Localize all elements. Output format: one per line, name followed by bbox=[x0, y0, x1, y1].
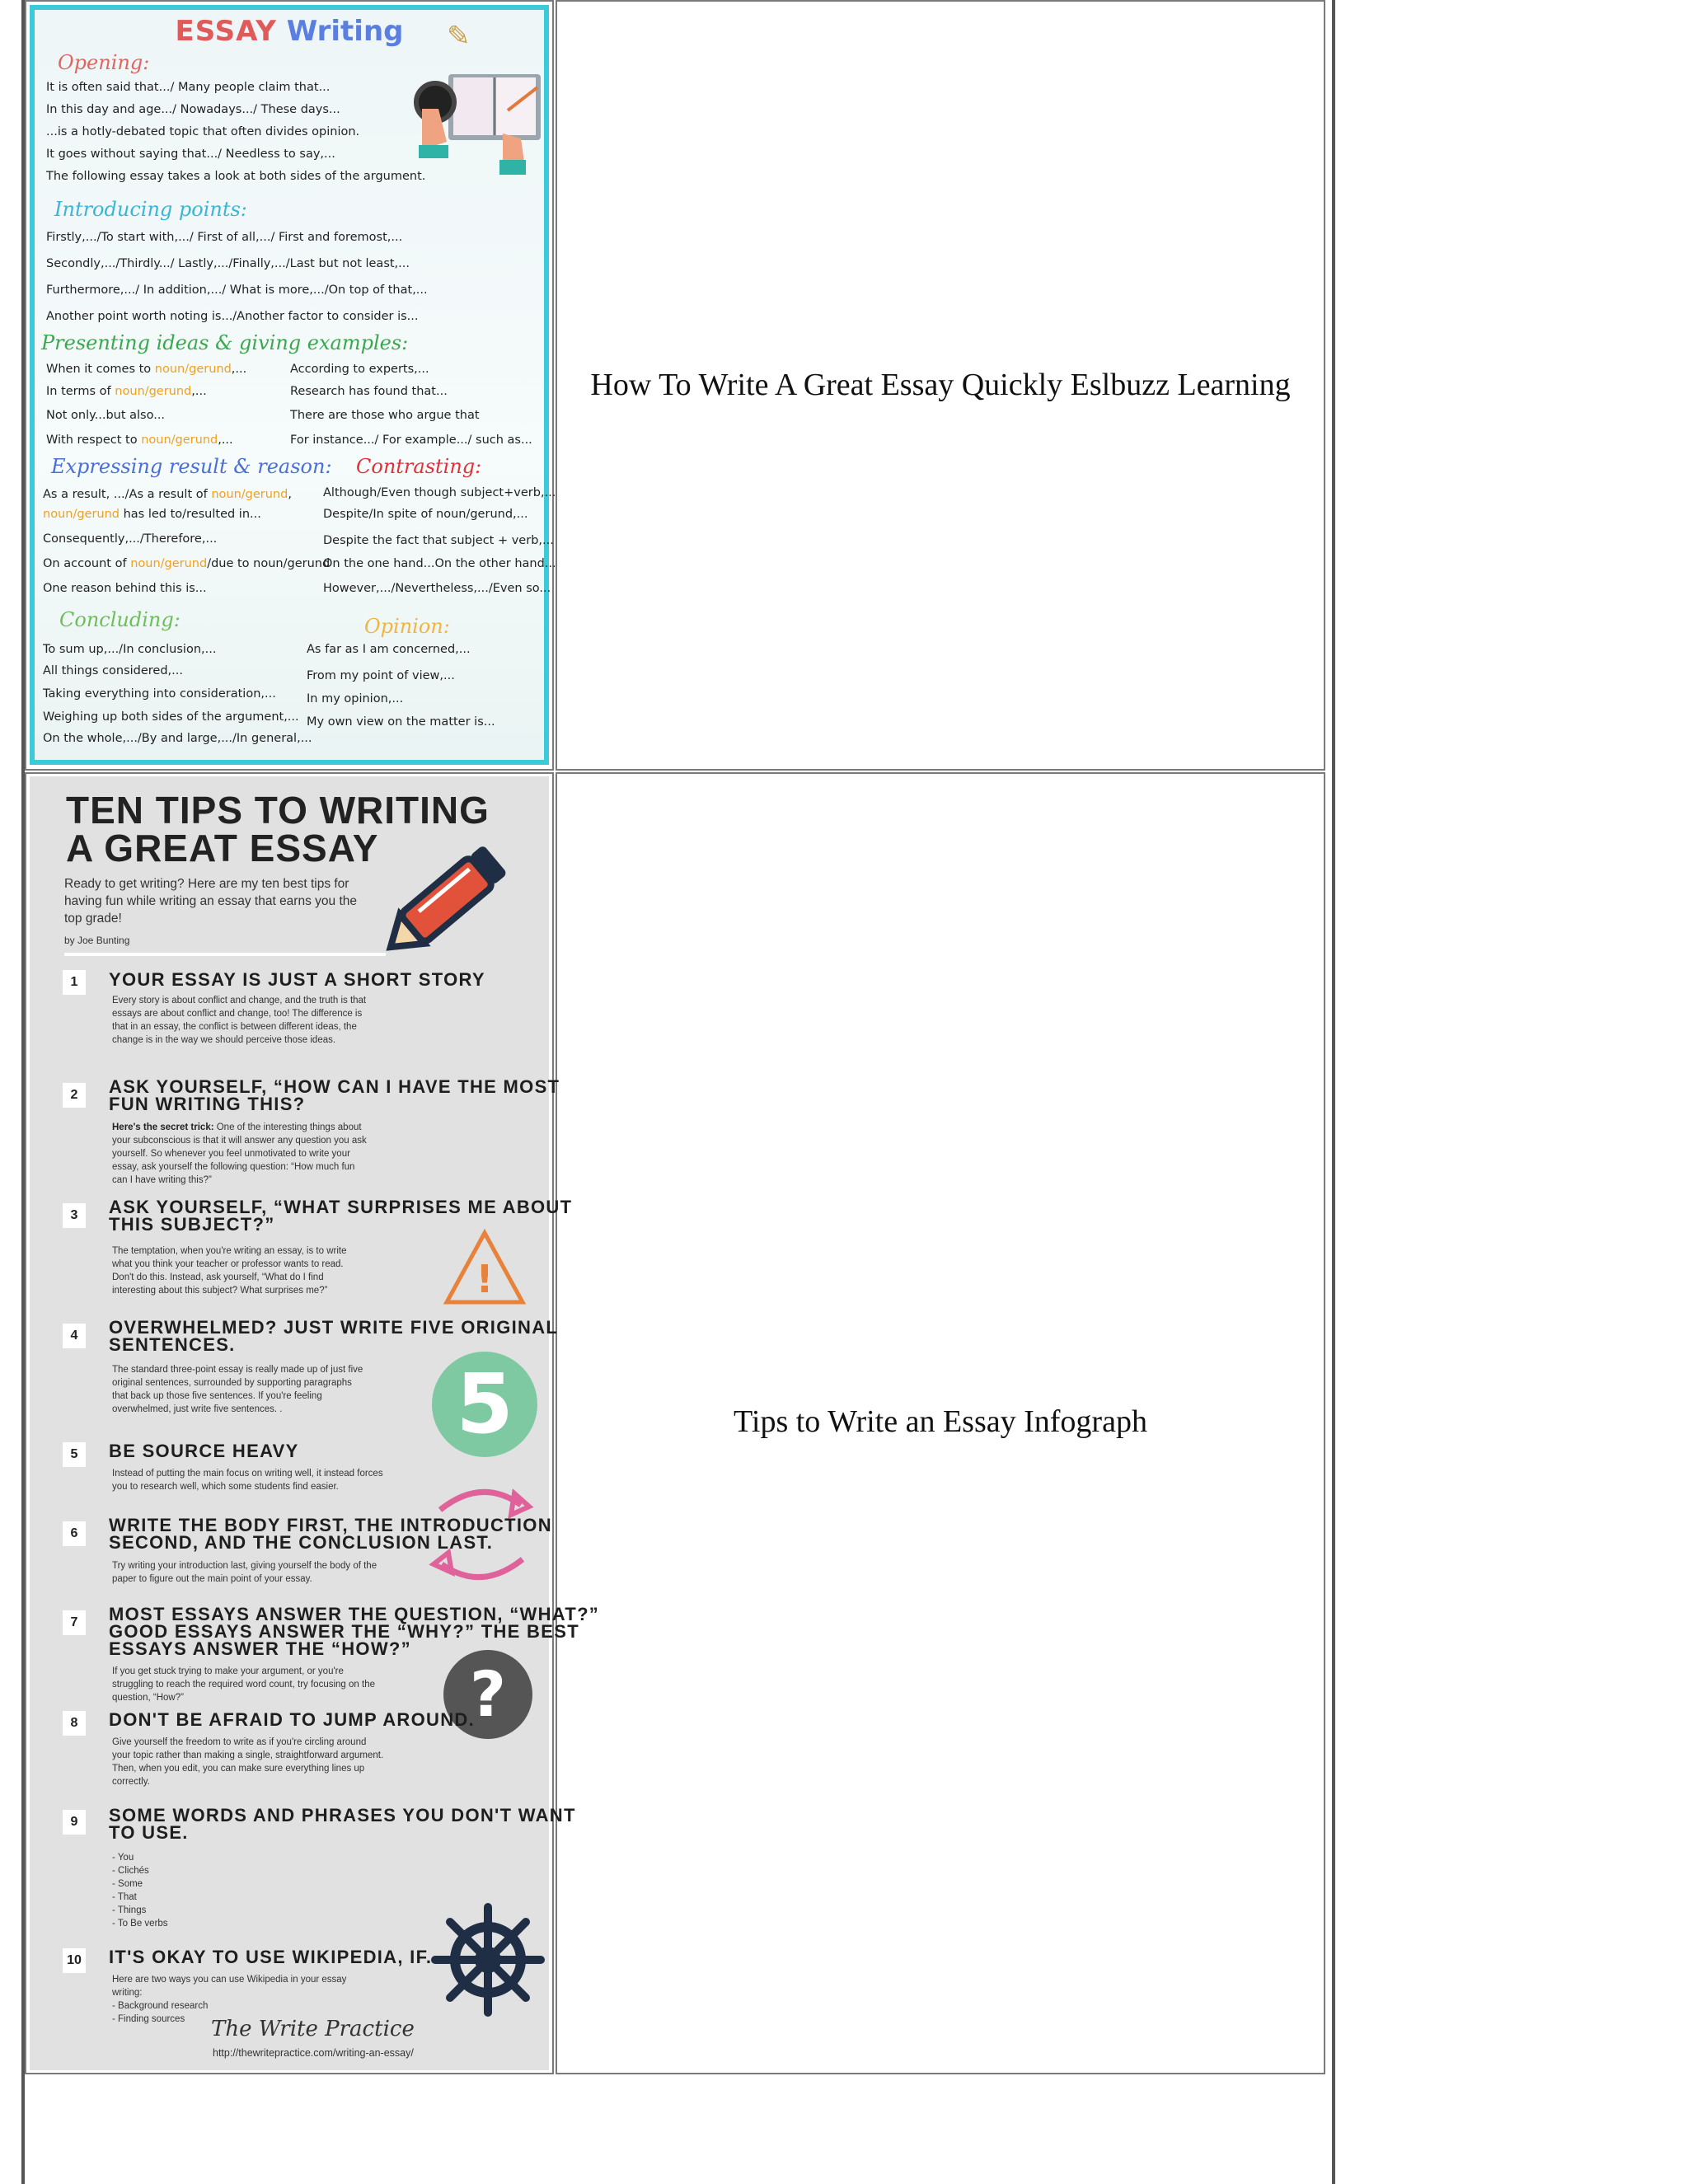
result-line: As a result, .../As a result of noun/gerund, bbox=[43, 488, 292, 501]
concluding-line: All things considered,... bbox=[43, 664, 183, 677]
ten-tips-infographic[interactable] bbox=[30, 776, 600, 2070]
tip-number: 2 bbox=[63, 1083, 86, 1108]
source-url[interactable]: http://thewritepractice.com/writing-an-essay/ bbox=[213, 2047, 414, 2059]
tip-title: SOME WORDS AND PHRASES YOU DON'T WANT TO USE. bbox=[109, 1805, 576, 1843]
open-book-icon bbox=[445, 69, 544, 148]
concluding-line: Taking everything into consideration,... bbox=[43, 687, 276, 701]
tip-number: 6 bbox=[63, 1521, 86, 1546]
heading-contrasting: Contrasting: bbox=[356, 455, 482, 478]
presenting-line: With respect to noun/gerund,... bbox=[46, 434, 233, 447]
svg-text:5: 5 bbox=[456, 1356, 513, 1452]
pencil-icon: ✎ bbox=[447, 20, 471, 53]
contrasting-line: Despite the fact that subject + verb,... bbox=[323, 534, 554, 547]
tip-body: The temptation, when you're writing an essay, is to write what you think your teacher or professor wants to read. Don't do this. Instead, ask yourself, “What do I find interesting about this subject? What surprises me?” bbox=[112, 1246, 347, 1296]
opening-line: It goes without saying that.../ Needless to say,... bbox=[46, 148, 335, 161]
opening-line: ...is a hotly-debated topic that often divides opinion. bbox=[46, 125, 360, 138]
tip-number: 9 bbox=[63, 1810, 86, 1835]
svg-text:!: ! bbox=[476, 1257, 494, 1301]
presenting-right-line: For instance.../ For example.../ such as... bbox=[290, 434, 532, 447]
tip-body: Give yourself the freedom to write as if you're circling around your topic rather than making a single, straightforward argument. Then, when you edit, you can make sure everything lines up correctly. bbox=[112, 1737, 384, 1787]
opinion-line: From my point of view,... bbox=[307, 669, 455, 682]
ship-wheel-icon bbox=[430, 1902, 546, 2018]
tip-body: - You - Clichés - Some - That - Things - To Be verbs bbox=[112, 1853, 168, 1929]
contrasting-line: However,.../Nevertheless,.../Even so... bbox=[323, 582, 551, 595]
opinion-line: As far as I am concerned,... bbox=[307, 643, 471, 656]
result-line: noun/gerund has led to/resulted in... bbox=[43, 508, 261, 521]
tip-number: 5 bbox=[63, 1442, 86, 1467]
tip-body: If you get stuck trying to make your argument, or you're struggling to reach the required word count, try focusing on the question, “How?” bbox=[112, 1666, 375, 1703]
result-line: One reason behind this is... bbox=[43, 582, 207, 595]
opinion-line: My own view on the matter is... bbox=[307, 715, 495, 729]
heading-opinion: Opinion: bbox=[364, 615, 450, 638]
concluding-line: To sum up,.../In conclusion,... bbox=[43, 643, 217, 656]
caption-2[interactable]: Tips to Write an Essay Infograph bbox=[734, 1404, 1147, 1439]
tip-title: YOUR ESSAY IS JUST A SHORT STORY bbox=[109, 969, 485, 990]
tip-body: Here are two ways you can use Wikipedia in your essay writing: - Background research - Finding sources bbox=[112, 1975, 347, 2024]
tip-title: ASK YOURSELF, “WHAT SURPRISES ME ABOUT THIS SUBJECT?” bbox=[109, 1197, 573, 1235]
presenting-right-line: There are those who argue that bbox=[290, 409, 480, 422]
presenting-right-line: Research has found that... bbox=[290, 385, 448, 398]
contrasting-line: On the one hand...On the other hand... bbox=[323, 557, 556, 570]
essay-title: ESSAY Writing bbox=[175, 15, 404, 48]
refresh-arrows-icon bbox=[432, 1477, 531, 1592]
tips-author: by Joe Bunting bbox=[64, 935, 130, 946]
opening-line: The following essay takes a look at both sides of the argument. bbox=[46, 170, 426, 183]
concluding-line: Weighing up both sides of the argument,... bbox=[43, 710, 299, 724]
tip-title: WRITE THE BODY FIRST, THE INTRODUCTION SECOND, AND THE CONCLUSION LAST. bbox=[109, 1515, 552, 1553]
hand-icon-right bbox=[496, 134, 529, 175]
presenting-line: In terms of noun/gerund,... bbox=[46, 385, 207, 398]
tip-number: 8 bbox=[63, 1711, 86, 1736]
opening-line: In this day and age.../ Nowadays.../ These days... bbox=[46, 103, 340, 116]
heading-opening: Opening: bbox=[58, 51, 150, 74]
tips-title-line1: TEN TIPS TO WRITING bbox=[66, 789, 490, 832]
result-line: On account of noun/gerund/due to noun/gerund bbox=[43, 557, 331, 570]
concluding-line: On the whole,.../By and large,.../In general,... bbox=[43, 732, 312, 745]
opening-line: It is often said that.../ Many people claim that... bbox=[46, 81, 331, 94]
tip-title: IT'S OKAY TO USE WIKIPEDIA, IF... bbox=[109, 1947, 445, 1967]
tip-body: Instead of putting the main focus on writing well, it instead forces you to research well, which some students find easier. bbox=[112, 1469, 383, 1492]
tip-number: 4 bbox=[63, 1324, 86, 1348]
heading-concluding: Concluding: bbox=[59, 608, 181, 631]
pencil-icon bbox=[384, 834, 524, 958]
tip-body: Here's the secret trick: One of the interesting things about your subconscious is that it will answer any question you ask yourself. So whenever you feel unmotivated to write your essay, ask yourself the following question: “How much fun can I have writing this?” bbox=[112, 1122, 367, 1185]
introducing-line: Firstly,.../To start with,.../ First of all,.../ First and foremost,... bbox=[46, 231, 403, 244]
contrasting-line: Although/Even though subject+verb,... bbox=[323, 486, 556, 499]
tip-title: MOST ESSAYS ANSWER THE QUESTION, “WHAT?” GOOD ESSAYS ANSWER THE “WHY?” THE BEST ESSAYS ANSWER THE “HOW?” bbox=[109, 1604, 600, 1659]
contrasting-line: Despite/In spite of noun/gerund,... bbox=[323, 508, 528, 521]
heading-introducing: Introducing points: bbox=[54, 198, 247, 221]
presenting-line: Not only...but also... bbox=[46, 409, 166, 422]
brand-logo: The Write Practice bbox=[211, 2017, 415, 2041]
introducing-line: Secondly,.../Thirdly.../ Lastly,.../Finally,.../Last but not least,... bbox=[46, 257, 410, 270]
tip-body: The standard three-point essay is really made up of just five original sentences, surrounded by supporting paragraphs that back up those five sentences. If you're feeling overwhelmed, just write five sentences. . bbox=[112, 1365, 363, 1414]
hand-icon bbox=[414, 109, 455, 158]
tip-title: BE SOURCE HEAVY bbox=[109, 1441, 299, 1461]
warning-icon bbox=[442, 1228, 528, 1307]
tips-intro: Ready to get writing? Here are my ten best tips for having fun while writing an essay that earns you the top grade! bbox=[64, 877, 357, 926]
tip-number: 7 bbox=[63, 1610, 86, 1635]
caption-1[interactable]: How To Write A Great Essay Quickly Eslbuzz Learning bbox=[590, 368, 1291, 402]
essay-writing-infographic[interactable] bbox=[30, 5, 556, 765]
number-five-icon bbox=[430, 1350, 539, 1459]
result-line: Consequently,.../Therefore,... bbox=[43, 532, 218, 546]
tip-title: OVERWHELMED? JUST WRITE FIVE ORIGINAL SENTENCES. bbox=[109, 1317, 559, 1355]
opinion-line: In my opinion,... bbox=[307, 692, 404, 705]
tip-title: ASK YOURSELF, “HOW CAN I HAVE THE MOST FUN WRITING THIS? bbox=[109, 1076, 560, 1114]
svg-text:?: ? bbox=[469, 1657, 507, 1731]
presenting-right-line: According to experts,... bbox=[290, 363, 429, 376]
tip-body: Try writing your introduction last, giving yourself the body of the paper to figure out the main point of your essay. bbox=[112, 1561, 377, 1584]
tips-divider bbox=[64, 953, 386, 956]
tip-number: 1 bbox=[63, 970, 86, 995]
tip-title: DON'T BE AFRAID TO JUMP AROUND. bbox=[109, 1709, 475, 1730]
tip-body: Every story is about conflict and change, and the truth is that essays are about conflict and change, too! The difference is that in an essay, the conflict is between different ideas, the change is in the way we should perceive those ideas. bbox=[112, 996, 367, 1045]
introducing-line: Another point worth noting is.../Another factor to consider is... bbox=[46, 310, 419, 323]
tips-title-line2: A GREAT ESSAY bbox=[66, 827, 379, 869]
introducing-line: Furthermore,.../ In addition,.../ What is more,.../On top of that,... bbox=[46, 284, 428, 297]
tip-number: 10 bbox=[63, 1948, 86, 1973]
heading-result: Expressing result & reason: bbox=[51, 455, 332, 478]
presenting-line: When it comes to noun/gerund,... bbox=[46, 363, 247, 376]
heading-presenting: Presenting ideas & giving examples: bbox=[41, 331, 409, 354]
tip-number: 3 bbox=[63, 1203, 86, 1228]
